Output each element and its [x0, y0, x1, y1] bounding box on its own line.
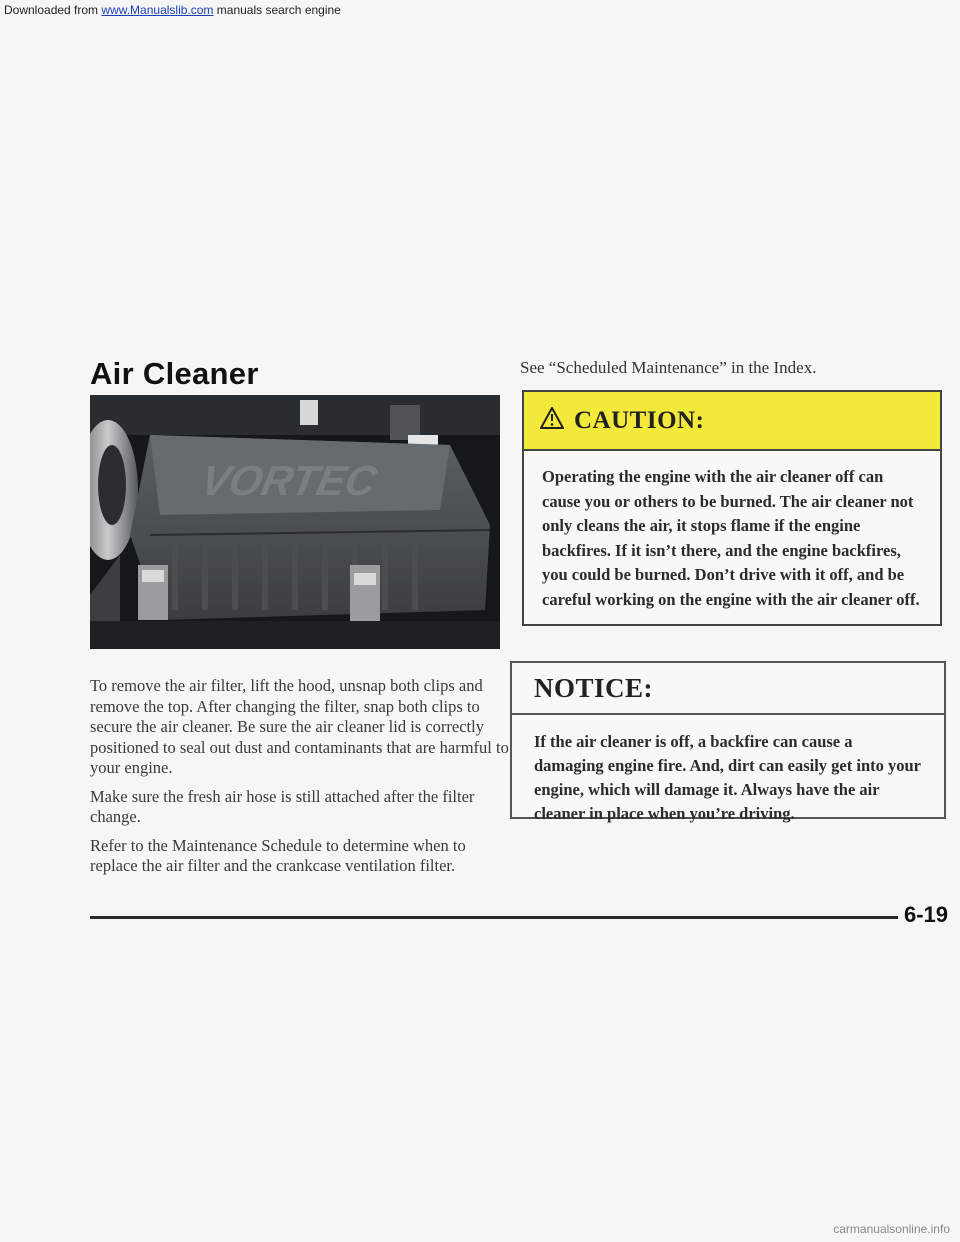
notice-label: NOTICE: — [534, 672, 654, 703]
instruction-paragraph: Make sure the fresh air hose is still attached after the filter change. — [90, 786, 475, 826]
manualslib-link[interactable]: www.Manualslib.com — [101, 3, 214, 17]
caution-label: CAUTION: — [574, 406, 705, 434]
see-index-reference: See “Scheduled Maintenance” in the Index. — [520, 358, 817, 377]
instruction-paragraph: Refer to the Maintenance Schedule to determine when to replace the air filter and the crankcase ventilation filter. — [90, 835, 466, 875]
instructions-text — [90, 676, 510, 885]
header-prefix: Downloaded from — [4, 3, 102, 17]
download-header — [4, 3, 341, 17]
footer-rule — [90, 916, 912, 919]
section-title: Air Cleaner — [90, 356, 259, 391]
notice-text: If the air cleaner is off, a backfire can cause a damaging engine fire. And, dirt can easily get into your engine, which will damage it. Always have the air cleaner in place when you’re driving. — [534, 732, 921, 823]
page-number: 6-19 — [898, 902, 948, 928]
caution-box — [522, 390, 942, 626]
caution-text: Operating the engine with the air cleaner off can cause you or others to be burned. The air cleaner not only cleans the air, it stops flame if the engine backfires. If it isn’t there, and the engine backfires, you could be burned. Don’t drive with it off, and be careful working on the engine with the air cleaner off. — [542, 467, 920, 609]
warning-triangle-icon — [540, 407, 564, 434]
engine-bay-illustration — [90, 395, 500, 649]
notice-header — [512, 663, 944, 715]
air-cleaner-photo — [90, 395, 500, 649]
watermark: carmanualsonline.info — [833, 1222, 950, 1236]
notice-box — [510, 661, 946, 823]
header-suffix: manuals search engine — [213, 3, 341, 17]
instruction-paragraph: To remove the air filter, lift the hood, unsnap both clips and remove the top. After changing the filter, snap both clips to secure the air cleaner. Be sure the air cleaner lid is correctly positioned to seal out dust and contaminants that are harmful to your engine. — [90, 676, 509, 777]
vortec-emboss: VORTEC — [196, 457, 381, 504]
caution-header — [524, 392, 940, 451]
